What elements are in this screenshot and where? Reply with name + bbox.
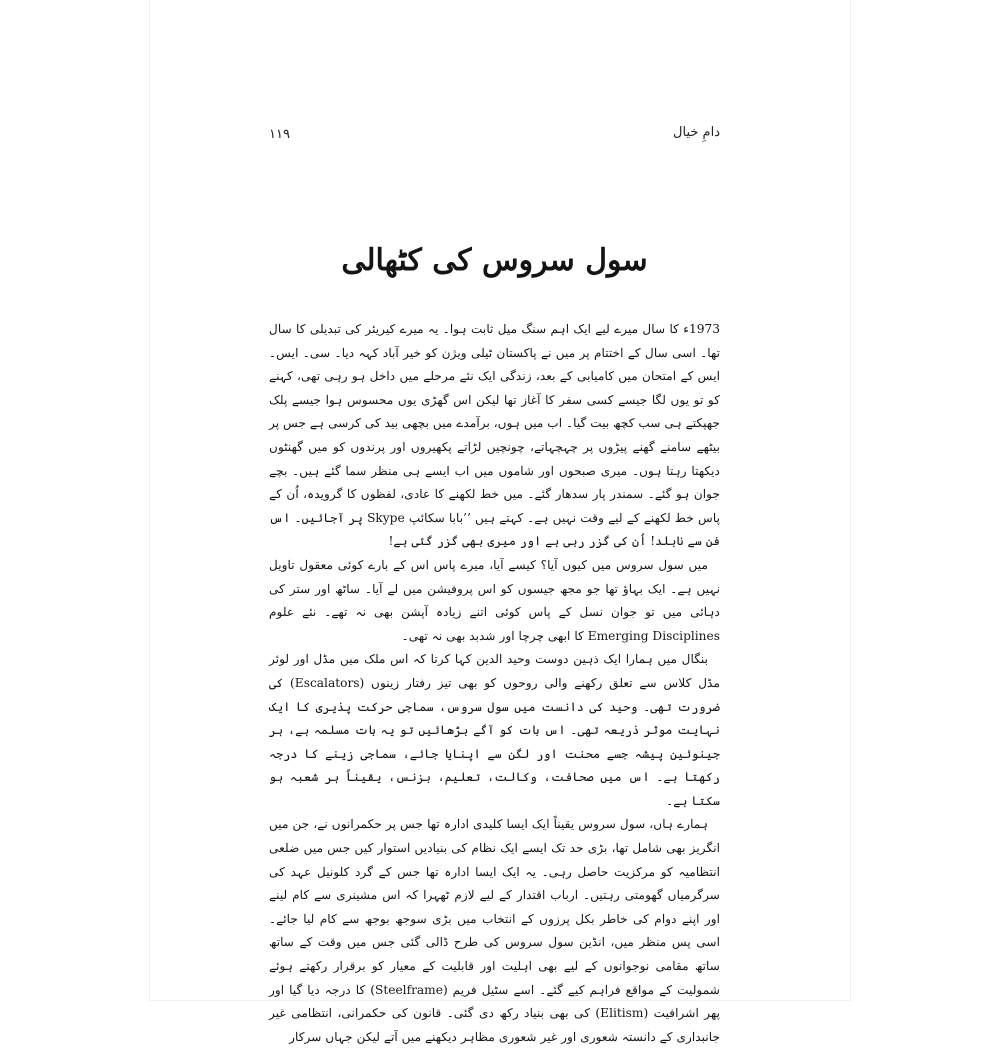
paragraph-2: میں سول سروس میں کیوں آیا؟ کیسے آیا، میرے پاس اس کے بارے کوئی معقول تاویل نہیں ہے۔ ایک بہاؤ تھا جو مجھ جیسوں کو اس پروفیشن میں لے آیا۔ ساٹھ اور ستر کی دہائی میں تو جوان نسل کے پاس کوئی اتنے زیادہ آپشن بھی نہ تھے۔ نئے علوم Emerging Disciplines کا ابھی چرچا اور شدبد بھی نہ تھی۔ <box>269 557 720 643</box>
paragraph-3: بنگال میں ہمارا ایک ذہین دوست وحید الدین کہا کرتا کہ اس ملک میں مڈل اور لوئر مڈل کلاس سے تعلق رکھنے والی روحوں کو بھی تیز رفتار زینوں (Escalators) کی ضرورت تھی۔ وحید کی دانست میں سول سروس، سماجی حرکت پذیری کا ایک نہایت موثر ذریعہ تھی۔ اس بات کو آگے بڑھائیں تو یہ بات مسلمہ ہے، ہر جینوئین پیشہ جسے محنت اور لگن سے اپنایا جائے، سماجی زینے کا درجہ رکھتا ہے۔ اس میں صحافت، وکالت، تعلیم، بزنس، یقیناً ہر شعبہ ہو سکتا ہے۔ <box>269 652 720 808</box>
book-title: دامِ خیال <box>673 125 720 140</box>
paragraph-4: ہمارے ہاں، سول سروس یقیناً ایک ایسا کلیدی ادارہ تھا جس پر حکمرانوں نے، جن میں انگریز بھی شامل تھا، بڑی حد تک ایسے ایک نظام کی بنیادیں استوار کیں جس میں ضلعی انتظامیہ کو مرکزیت حاصل رہی۔ یہ ایک ایسا ادارہ تھا جس کے گرد کلونیل عہد کی سرگرمیاں گھومتی رہتیں۔ ارباب اقتدار کے لیے لازم ٹھہرا کہ اس مشینری سے کام لینے اور اپنے دوام کی خاطر بکل پرزوں کے انتخاب میں بڑی سوجھ بوجھ سے کام لیا جائے۔ اسی پس منظر میں، انڈین سول سروس کی طرح ڈالی گئی جس میں وقت کے ساتھ ساتھ مقامی نوجوانوں کے لیے بھی اہلیت اور قابلیت کے معیار کو برقرار رکھتے ہوئے شمولیت کے مواقع فراہم کیے گئے۔ اسے سٹیل فریم (Steelframe) کا درجہ دیا گیا اور پھر اشرافیت (Elitism) کی بھی بنیاد رکھ دی گئی۔ قانون کی حکمرانی، انتظامی غیر جانبداری کے دانستہ شعوری اور غیر شعوری مظاہر دیکھنے میں آتے لیکن جہاں سرکار <box>269 817 720 1044</box>
running-header <box>269 125 720 149</box>
chapter-title: سول سروس کی کٹھالی <box>341 243 648 278</box>
paragraph-1: 1973ء کا سال میرے لیے ایک اہم سنگ میل ثابت ہوا۔ یہ میرے کیریئر کی تبدیلی کا سال تھا۔ اسی سال کے اختتام پر میں نے پاکستان ٹیلی ویژن کو خیر آباد کہہ دیا۔ سی۔ ایس۔ ایس کے امتحان میں کامیابی کے بعد، زندگی ایک نئے مرحلے میں داخل ہو رہی تھی، کہنے کو تو یوں لگا جیسے کسی سفر کا آغاز تھا لیکن اس گھڑی یوں محسوس ہوا جیسے پلک جھپکتے ہی سب کچھ بیت گیا۔ اب میں ہوں، برآمدے میں بچھی بید کی کرسی ہے جس پر بیٹھے سامنے گھنے پیڑوں پر چہچہاتے، چونچیں لڑاتے پکھیروں اور پرندوں کو میں گھنٹوں دیکھتا رہتا ہوں۔ میری صبحوں اور شاموں میں اب ایسے ہی منظر سما گئے ہیں۔ بچے جوان ہو گئے۔ سمندر پار سدھار گئے۔ میں خط لکھنے کا عادی، لفظوں کا گرویدہ، اُن کے پاس خط لکھنے کے لیے وقت نہیں ہے۔ کہتے ہیں ’’بابا سکائپ Skype پر آجائیں۔ اس فن سے نابلد! اُن کی گزر رہی ہے اور میری بھی گزر گئی ہے! <box>268 322 720 549</box>
body-text <box>268 318 720 1044</box>
page-number: ۱۱۹ <box>269 127 290 142</box>
